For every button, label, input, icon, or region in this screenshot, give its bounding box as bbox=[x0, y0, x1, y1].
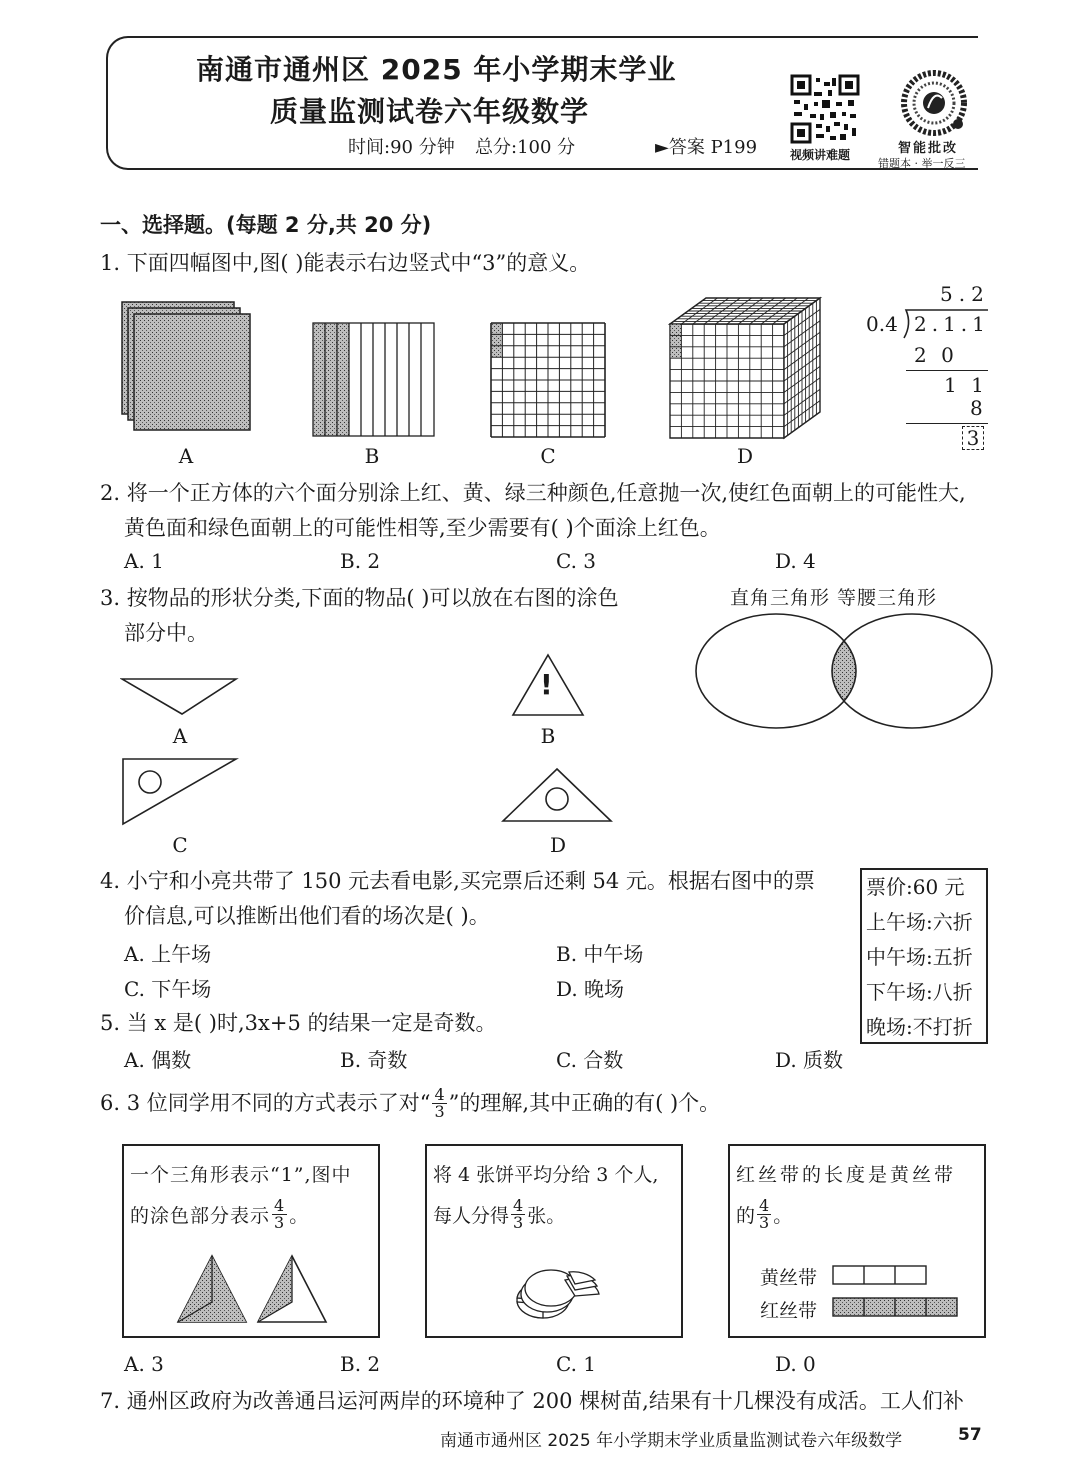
q6-fraction: $\frac{4}{3}$ bbox=[434, 1084, 445, 1121]
venn-diagram bbox=[694, 612, 994, 730]
q4-option-c[interactable]: C. 下午场 bbox=[124, 977, 212, 1001]
price-afternoon: 下午场:八折 bbox=[866, 980, 973, 1004]
exam-time: 时间:90 分钟 bbox=[348, 137, 455, 158]
warning-mark-icon: ! bbox=[540, 668, 553, 701]
yellow-ribbon-label: 黄丝带 bbox=[760, 1267, 818, 1289]
price-noon: 中午场:五折 bbox=[866, 945, 973, 969]
figure-c-grid bbox=[490, 322, 606, 438]
q6-option-d[interactable]: D. 0 bbox=[775, 1352, 816, 1376]
division-dividend: 2.1.1 bbox=[914, 312, 990, 336]
q6-box-3: 红丝带的长度是黄丝带 的 $\frac{4}{3}$ 。 黄丝带 红丝带 bbox=[728, 1144, 986, 1338]
q6-post: ”的理解,其中正确的有( )个。 bbox=[448, 1091, 721, 1115]
shape-d-label: D bbox=[549, 833, 567, 857]
q2-option-a[interactable]: A. 1 bbox=[124, 549, 164, 573]
question-4-line2: 价信息,可以推断出他们看的场次是( )。 bbox=[124, 904, 490, 928]
figure-a-label: A bbox=[178, 444, 194, 468]
question-5: 5. 当 x 是( )时,3x+5 的结果一定是奇数。 bbox=[100, 1011, 497, 1035]
shape-d-set-square bbox=[500, 766, 614, 824]
shape-a-label: A bbox=[172, 724, 188, 748]
question-2-line2: 黄色面和绿色面朝上的可能性相等,至少需要有( )个面涂上红色。 bbox=[124, 516, 721, 540]
q6-option-b[interactable]: B. 2 bbox=[340, 1352, 381, 1376]
qr2-label: 智能批改 bbox=[898, 141, 959, 156]
section-heading: 一、选择题。(每题 2 分,共 20 分) bbox=[100, 213, 432, 237]
ribbon-bars bbox=[832, 1264, 962, 1320]
footer-text: 南通市通州区 2025 年小学期末学业质量监测试卷六年级数学 bbox=[440, 1431, 903, 1451]
shape-b-label: B bbox=[540, 724, 556, 748]
price-evening: 晚场:不打折 bbox=[866, 1015, 973, 1039]
price-base: 票价:60 元 bbox=[866, 875, 965, 899]
answer-reference: ►答案 P199 bbox=[655, 137, 758, 158]
division-remainder-box: 3 bbox=[962, 426, 984, 450]
division-step1: 2 0 bbox=[914, 343, 958, 367]
q5-option-a[interactable]: A. 偶数 bbox=[124, 1048, 192, 1072]
title-line2: 质量监测试卷六年级数学 bbox=[270, 95, 590, 128]
page-number: 57 bbox=[958, 1425, 982, 1445]
q4-option-b[interactable]: B. 中午场 bbox=[556, 942, 644, 966]
division-step2: 1 1 bbox=[944, 373, 988, 397]
q6-pre: 6. 3 位同学用不同的方式表示了对“ bbox=[100, 1091, 431, 1115]
shape-a-inverted-triangle bbox=[120, 676, 240, 718]
q6-box-2: 将 4 张饼平均分给 3 个人, 每人分得 $\frac{4}{3}$ 张。 bbox=[425, 1144, 683, 1338]
figure-c-label: C bbox=[540, 444, 556, 468]
q2-option-c[interactable]: C. 3 bbox=[556, 549, 597, 573]
question-7: 7. 通州区政府为改善通吕运河两岸的环境种了 200 棵树苗,结果有十几棵没有成活。工人们补 bbox=[100, 1389, 964, 1413]
qr-code-icon[interactable] bbox=[790, 74, 860, 144]
pancakes-icon bbox=[513, 1258, 603, 1326]
figure-d-label: D bbox=[736, 444, 754, 468]
question-4-line1: 4. 小宁和小亮共带了 150 元去看电影,买完票后还剩 54 元。根据右图中的票 bbox=[100, 869, 815, 893]
red-ribbon-label: 红丝带 bbox=[760, 1300, 818, 1322]
qr2-sub: 错题本 · 举一反三 bbox=[878, 157, 966, 170]
q5-option-c[interactable]: C. 合数 bbox=[556, 1048, 624, 1072]
division-step3: 8 bbox=[970, 396, 983, 420]
question-2-line1: 2. 将一个正方体的六个面分别涂上红、黄、绿三种颜色,任意抛一次,使红色面朝上的可能性大, bbox=[100, 481, 966, 505]
figure-a-stacked-squares bbox=[120, 300, 255, 435]
q6-box-1: 一个三角形表示“1”,图中 的涂色部分表示 $\frac{4}{3}$ 。 bbox=[122, 1144, 380, 1338]
exam-score: 总分:100 分 bbox=[475, 137, 576, 158]
long-division bbox=[862, 282, 992, 452]
shaded-triangles bbox=[174, 1252, 334, 1326]
q4-option-d[interactable]: D. 晚场 bbox=[556, 977, 625, 1001]
q6-option-a[interactable]: A. 3 bbox=[124, 1352, 164, 1376]
venn-label: 直角三角形 等腰三角形 bbox=[730, 587, 938, 609]
figure-b-label: B bbox=[364, 444, 380, 468]
shape-c-set-square bbox=[120, 756, 242, 828]
q4-option-a[interactable]: A. 上午场 bbox=[124, 942, 212, 966]
division-quotient: 5.2 bbox=[940, 282, 990, 306]
question-3-line2: 部分中。 bbox=[124, 621, 208, 645]
question-1: 1. 下面四幅图中,图( )能表示右边竖式中“3”的意义。 bbox=[100, 251, 591, 275]
smart-grading-icon[interactable] bbox=[898, 70, 970, 136]
question-6 bbox=[100, 1082, 720, 1124]
division-divisor: 0.4 bbox=[866, 312, 898, 336]
price-table bbox=[860, 868, 988, 1044]
price-morning: 上午场:六折 bbox=[866, 910, 973, 934]
shape-c-label: C bbox=[172, 833, 188, 857]
qr1-label: 视频讲难题 bbox=[790, 148, 851, 162]
title-line1: 南通市通州区 2025 年小学期末学业 bbox=[196, 53, 677, 86]
q2-option-d[interactable]: D. 4 bbox=[775, 549, 816, 573]
figure-d-cube bbox=[668, 284, 828, 440]
q6-option-c[interactable]: C. 1 bbox=[556, 1352, 597, 1376]
question-3-line1: 3. 按物品的形状分类,下面的物品( )可以放在右图的涂色 bbox=[100, 586, 619, 610]
q5-option-d[interactable]: D. 质数 bbox=[775, 1048, 844, 1072]
q5-option-b[interactable]: B. 奇数 bbox=[340, 1048, 408, 1072]
figure-b-strips bbox=[312, 322, 436, 438]
q2-option-b[interactable]: B. 2 bbox=[340, 549, 381, 573]
